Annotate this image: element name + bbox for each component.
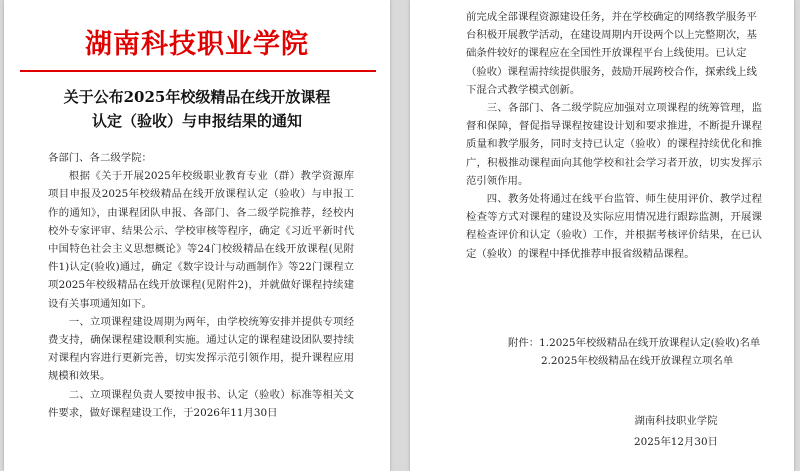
- paragraph-item-1: 一、立项课程建设周期为两年，由学校统筹安排并提供专项经费支持，确保课程建设顺利实施。通过认定的课程建设团队要持续对课程内容进行更新完善，切实发挥示范引领作用，提升课程应用规模和效果。: [48, 315, 354, 383]
- document-page-2: [410, 0, 794, 471]
- attachments-list: [508, 334, 760, 370]
- title-line-2: 认定（验收）与申报结果的通知: [91, 112, 302, 130]
- signature-org: 湖南科技职业学院: [634, 415, 718, 427]
- paragraph-item-2-start: 二、立项课程负责人要按申报书、认定（验收）标准等相关文件要求，做好课程建设工作，于2026年11月30日: [48, 388, 354, 419]
- attachment-item-2: 2.2025年校级精品在线开放课程立项名单: [541, 355, 734, 368]
- attachment-item-1: [508, 334, 760, 352]
- institution-header: 湖南科技职业学院: [85, 29, 309, 60]
- title-line-1: 关于公布2025年校级精品在线开放课程: [63, 88, 331, 106]
- paragraph-item-4: 四、教务处将通过在线平台监管、师生使用评价、教学过程检查等方式对课程的建设及实际应用情况进行跟踪监测，开展课程检查评价和认定（验收）工作，并根据考核评价结果，在已认定（验收）的课程中择优推荐申报省级精品课程。: [466, 193, 762, 260]
- header-red-rule: [20, 70, 376, 72]
- signature-date: 2025年12月30日: [633, 436, 719, 448]
- paragraph-intro: 根据《关于开展2025年校级职业教育专业（群）教学资源库项目申报及2025年校级精品在线开放课程认定（验收）与申报工作的通知》，由课程团队申报、各部门、各二级学院推荐，经校内校外专家评审、结果公示、学校审核等程序，确定《习近平新时代中国特色社会主义思想概论》等24门校级精品在线开放课程(见附件1)认定(验收)通过，确定《数字设计与动画制作》等22门课程立项2025年校级精品在线开放课程(见附件2)，并就做好课程持续建设有关事项通知如下。: [48, 170, 354, 310]
- attachment-1-text: 1.2025年校级精品在线开放课程认定(验收)名单: [539, 337, 761, 349]
- salutation: 各部门、各二级学院：: [48, 152, 152, 164]
- page-2-body: [466, 8, 762, 263]
- document-title: [4, 85, 390, 133]
- paragraph-item-2-continued: 前完成全部课程资源建设任务，并在学校确定的网络教学服务平台积极开展教学活动，在建设周期内开设两个以上完整期次，基础条件较好的课程应在全国性开放课程平台上线使用。已认定（验收）课程需持续提供服务，鼓励开展跨校合作，探索线上线下混合式教学模式创新。: [466, 11, 757, 96]
- page-1-body: [48, 149, 354, 422]
- attachments-label: 附件：: [508, 337, 540, 349]
- document-page-1: [4, 0, 390, 471]
- paragraph-item-3: 三、各部门、各二级学院应加强对立项课程的统筹管理，监督和保障，督促指导课程按建设计划和要求推进，不断提升课程质量和教学服务，同时支持已认定（验收）的课程持续优化和推广，积极推动课程面向其他学校和社会学习者开放，切实发挥示范引领作用。: [466, 102, 762, 187]
